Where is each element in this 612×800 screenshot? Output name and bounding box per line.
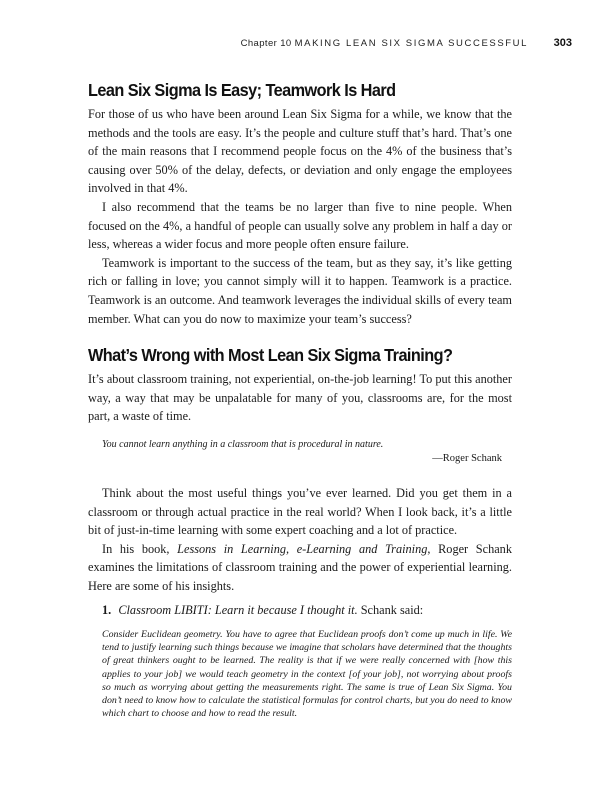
page-content xyxy=(88,80,512,720)
list-item xyxy=(88,601,512,620)
section2-heading: What’s Wrong with Most Lean Six Sigma Training? xyxy=(88,345,453,366)
chapter-header xyxy=(241,38,528,49)
running-header xyxy=(0,38,612,54)
list-item-suffix: Schank said: xyxy=(357,603,424,618)
chapter-label: Chapter 10 xyxy=(240,38,292,49)
para3-prefix: In his book, xyxy=(102,541,178,556)
section1-heading: Lean Six Sigma Is Easy; Teamwork Is Hard xyxy=(88,80,396,100)
book-title: Lessons in Learning, e-Learning and Training xyxy=(177,541,428,556)
section2-intro: It’s about classroom training, not experiential, on-the-job learning! To put this another way, a way that may be unpalatable for many of you, classrooms are, for the most part, a waste of time. xyxy=(88,372,512,424)
section1-paragraph-3: Teamwork is important to the success of the team, but as they say, it’s like getting rich or falling in love; you cannot simply will it to happen. Teamwork is a practice. Teamwork is an outcome. And teamwork leverages the individual skills of every team member. What can you do now to maximize your team’s success? xyxy=(88,255,512,326)
list-number: 1. xyxy=(102,603,112,618)
epigraph-quote xyxy=(102,438,512,466)
quote-text: You cannot learn anything in a classroom that is procedural in nature. xyxy=(102,438,384,450)
section2-paragraph-3 xyxy=(88,540,512,596)
page-number: 303 xyxy=(553,37,572,49)
section1-paragraph-2: I also recommend that the teams be no larger than five to nine people. When focused on the 4%, a handful of people can usually solve any problem in half a day or less, whereas a wider focus and more people often ensure failure. xyxy=(88,199,512,252)
chapter-title: MAKING LEAN SIX SIGMA SUCCESSFUL xyxy=(294,38,528,49)
section2-paragraph-2: Think about the most useful things you’ve ever learned. Did you get them in a classroom or through actual practice in the real world? When I look back, it’s a little bit of just-in-time learning with some expert coaching and a lot of practice. xyxy=(88,485,512,538)
quote-attribution: —Roger Schank xyxy=(432,452,502,464)
section2 xyxy=(88,345,512,720)
para3-suffix: , Roger Schank examines the limitations of classroom training and the power of experiential learning. Here are some of his insights. xyxy=(88,541,512,593)
list-item-title: Classroom LIBITI: Learn it because I thought it. xyxy=(118,603,358,618)
section1-paragraph-1: For those of us who have been around Lean Six Sigma for a while, we know that the methods and the tools are easy. It’s the people and culture stuff that’s hard. That’s one of the main reasons that I recommend people focus on the 4% of the business that’s causing over 50% of the delay, defects, or deviation and only engage the employees involved in that 4%. xyxy=(88,107,512,196)
block-quote: Consider Euclidean geometry. You have to agree that Euclidean proofs don’t come up much in life. We tend to justify learning such things because we imagine that scholars have determined that the thoughts of great thinkers ought to be learned. The reality is that if we were really concerned with [how this applies to your job] we would teach geometry in the context [of your job], not worrying about proofs so much as worrying about getting the measurements right. The same is true of Lean Six Sigma. You don’t need to know how to calculate the statistical formulas for control charts, but you do need to know which chart to choose and how to read the result. xyxy=(102,629,512,720)
